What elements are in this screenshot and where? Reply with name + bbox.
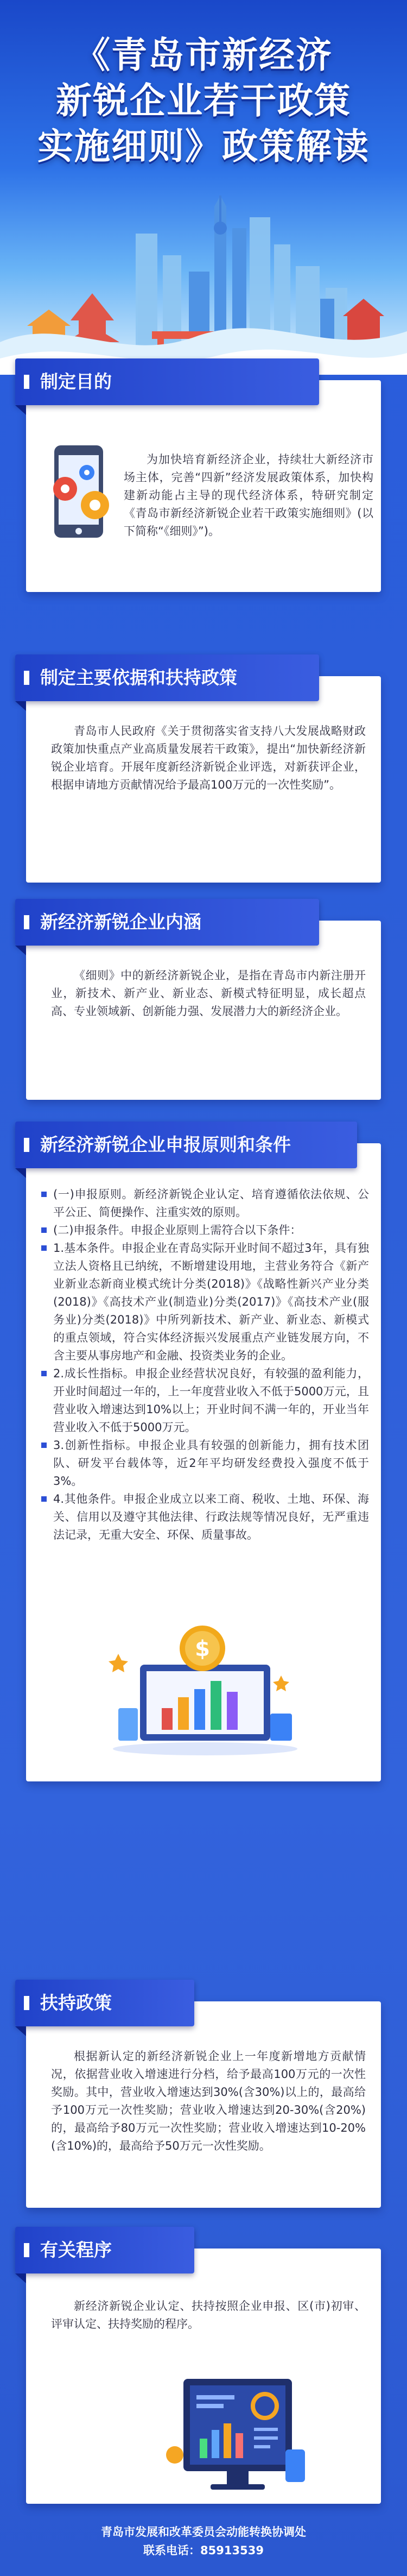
page-title <box>0 33 407 169</box>
section-support-policy <box>15 1980 392 2208</box>
section-tab <box>15 1122 357 1168</box>
section-tab <box>15 654 319 701</box>
paragraph: 新经济新锐企业认定、扶持按照企业申报、区(市)初审、评审认定、扶持奖励的程序。 <box>51 2300 366 2331</box>
condition-item: (一)申报原则。新经济新锐企业认定、培育遵循依法依规、公平公正、简便操作、注重实效的原则。 <box>41 1186 369 1221</box>
section-heading: 新经济新锐企业申报原则和条件 <box>40 1134 291 1155</box>
title-line-1: 《青岛市新经济 <box>74 34 333 76</box>
section-text <box>51 967 366 1021</box>
hero-banner <box>0 0 407 375</box>
svg-text:$: $ <box>195 1636 210 1661</box>
paragraph: 青岛市人民政府《关于贯彻落实省支持八大发展战略财政政策加快重点产业高质量发展若干政策》，提出“加快新经济新锐企业培育。开展年度新经济新锐企业评选，对新获评企业，根据申请地方贡献情况给予最高100万元的一次性奖励”。 <box>51 725 366 791</box>
tab-fold <box>15 946 26 955</box>
finance-monitor-illustration <box>102 1616 308 1757</box>
section-connotation <box>15 899 392 1100</box>
title-line-2: 新锐企业若干政策 <box>56 80 351 122</box>
section-tab <box>15 358 319 405</box>
dashboard-screen-illustration <box>162 2373 308 2498</box>
paragraph: 根据新认定的新经济新锐企业上一年度新增地方贡献情况，依据营业收入增速进行分档，给予最高100万元的一次性奖励。其中，营业收入增速达到30%(含30%)以上的，最高给予100万元一次性奖励；营业收入增速达到20-30%(含20%)的，最高给予80万元一次性奖励；营业收入增速达到10-20%(含10%)的，最高给予50万元一次性奖励。 <box>51 2050 366 2152</box>
phone-gears-icon <box>43 440 125 549</box>
section-text <box>51 722 366 794</box>
tab-fold <box>15 2026 26 2036</box>
condition-item: 2.成长性指标。申报企业经营状况良好，有较强的盈利能力，开业时间超过一年的，上一年度营业收入不低于5000万元，且营业收入增速达到10%以上；开业时间不满一年的，开业当年营业收入不低于5000万元。 <box>41 1365 369 1437</box>
section-conditions <box>15 1122 392 1781</box>
condition-item: 3.创新性指标。申报企业具有较强的创新能力，拥有技术团队、研发平台载体等，近2年平均研发经费投入强度不低于3%。 <box>41 1437 369 1490</box>
condition-item: (二)申报条件。申报企业原则上需符合以下条件： <box>41 1221 369 1239</box>
section-tab <box>15 2227 194 2273</box>
section-heading: 有关程序 <box>40 2239 112 2260</box>
tab-fold <box>15 2273 26 2283</box>
section-heading: 制定主要依据和扶持政策 <box>40 667 237 688</box>
tab-fold <box>15 405 26 415</box>
section-text <box>51 2048 366 2155</box>
section-purpose <box>15 358 392 592</box>
section-text <box>41 1186 369 1544</box>
condition-item: 4.其他条件。申报企业成立以来工商、税收、土地、环保、海关、信用以及遵守其他法律、行政法规等情况良好，无严重违法记录，无重大安全、环保、质量事故。 <box>41 1490 369 1544</box>
section-tab <box>15 1980 194 2026</box>
section-tab <box>15 899 319 946</box>
section-text <box>51 2297 366 2333</box>
section-heading: 制定目的 <box>40 371 112 392</box>
paragraph: 为加快培育新经济企业，持续壮大新经济市场主体，完善“四新”经济发展政策体系，加快构建新动能占主导的现代经济体系，特研究制定《青岛市新经济新锐企业若干政策实施细则》(以下简称“《细则》”)。 <box>124 453 373 538</box>
footer <box>0 2523 407 2560</box>
title-line-3: 实施细则》政策解读 <box>37 125 370 167</box>
paragraph: 《细则》中的新经济新锐企业，是指在青岛市内新注册开业，新技术、新产业、新业态、新模式特征明显，成长超点高、专业领域新、创新能力强、发展潜力大的新经济企业。 <box>51 969 366 1018</box>
tab-fold <box>15 701 26 711</box>
section-procedure <box>15 2227 392 2504</box>
condition-item: 1.基本条件。申报企业在青岛实际开业时间不超过3年，具有独立法人资格且已纳统，不断增建设用地，主营业务符合《新产业新业态新商业模式统计分类(2018)》《战略性新兴产业分类(2018)》《高技术产业(制造业)分类(2017)》《高技术产业(服务业)分类(2018)》中所列新技术、新产业、新业态、新模式的重点领域，符合实体经济振兴发展重点产业链发展方向，不含主要从事房地产和金融、投资类业务的企业。 <box>41 1239 369 1365</box>
section-text <box>124 451 373 540</box>
section-heading: 新经济新锐企业内涵 <box>40 911 201 933</box>
footer-contact: 联系电话：85913539 <box>143 2544 264 2557</box>
section-heading: 扶持政策 <box>40 1992 112 2013</box>
footer-org: 青岛市发展和改革委员会动能转换协调处 <box>101 2525 306 2539</box>
tab-fold <box>15 1168 26 1178</box>
section-basis <box>15 654 392 883</box>
